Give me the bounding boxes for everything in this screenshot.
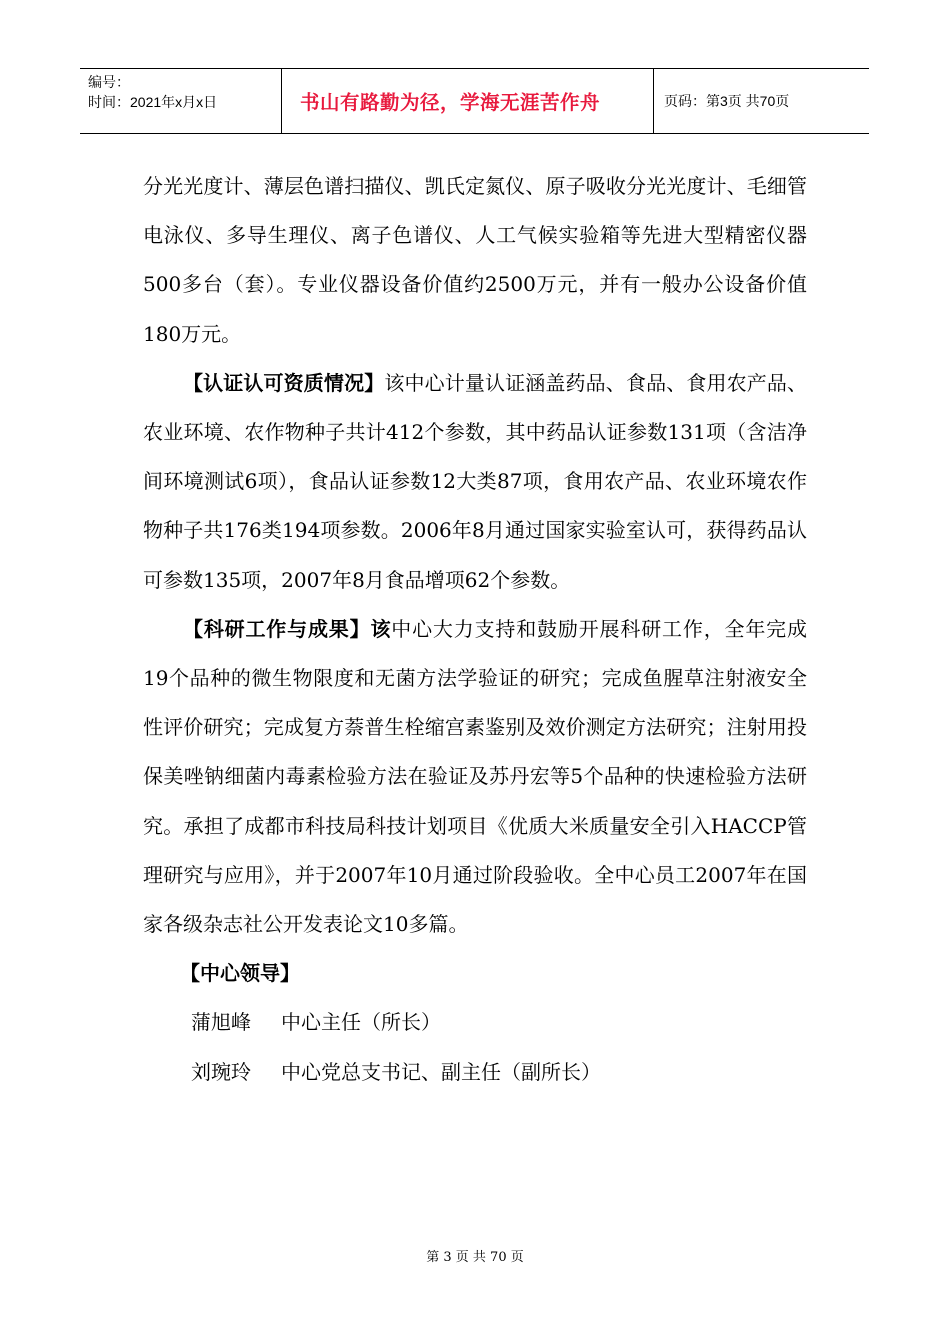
header-time-label: 时间：2021年x月x日	[88, 94, 218, 110]
research-paragraph	[143, 605, 807, 949]
page-footer	[0, 1246, 950, 1265]
leaders-heading: 【中心领导】	[180, 961, 300, 986]
page-header	[80, 68, 869, 134]
certification-heading: 【认证认可资质情况】	[183, 370, 385, 395]
leader-name: 刘琬玲	[191, 1059, 251, 1084]
leader-name: 蒲旭峰	[191, 1010, 251, 1035]
header-meta-cell	[80, 69, 282, 133]
header-page-cell	[654, 69, 869, 133]
research-heading: 【科研工作与成果】该	[183, 616, 392, 641]
header-number-label: 编号：	[88, 74, 130, 90]
research-text: 中心大力支持和鼓励开展科研工作，全年完成19个品种的微生物限度和无菌方法学验证的研究；完成鱼腥草注射液安全性评价研究；完成复方萘普生栓缩宫素鉴别及效价测定方法研究；注射用投保美唑钠细菌内毒素检验方法在验证及苏丹宏等5个品种的快速检验方法研究。承担了成都市科技局科技计划项目《优质大米质量安全引入HACCP管理研究与应用》，并于2007年10月通过阶段验收。全中心员工2007年在国家各级杂志社公开发表论文10多篇。	[143, 616, 808, 937]
header-motto: 书山有路勤为径，学海无涯苦作舟	[300, 91, 601, 114]
header-page-info: 页码：第3页 共70页	[664, 93, 790, 109]
leader-title: 中心党总支书记、副主任（副所长）	[281, 1059, 601, 1084]
document-body	[143, 162, 807, 1097]
certification-text: 该中心计量认证涵盖药品、食品、食用农产品、农业环境、农作物种子共计412个参数，其中药品认证参数131项（含洁净间环境测试6项），食品认证参数12大类87项，食用农产品、农业环境农作物种子共176类194项参数。2006年8月通过国家实验室认可，获得药品认可参数135项，2007年8月食品增项62个参数。	[143, 370, 808, 592]
leader-row	[143, 1048, 807, 1097]
leader-row	[143, 998, 807, 1047]
footer-page-number: 第 3 页 共 70 页	[426, 1250, 524, 1265]
leader-title: 中心主任（所长）	[281, 1010, 441, 1035]
certification-paragraph	[143, 359, 807, 605]
equipment-paragraph: 分光光度计、薄层色谱扫描仪、凯氏定氮仪、原子吸收分光光度计、毛细管电泳仪、多导生理仪、离子色谱仪、人工气候实验箱等先进大型精密仪器500多台（套）。专业仪器设备价值约2500万元，并有一般办公设备价值180万元。	[143, 174, 807, 346]
header-motto-cell	[282, 69, 654, 133]
